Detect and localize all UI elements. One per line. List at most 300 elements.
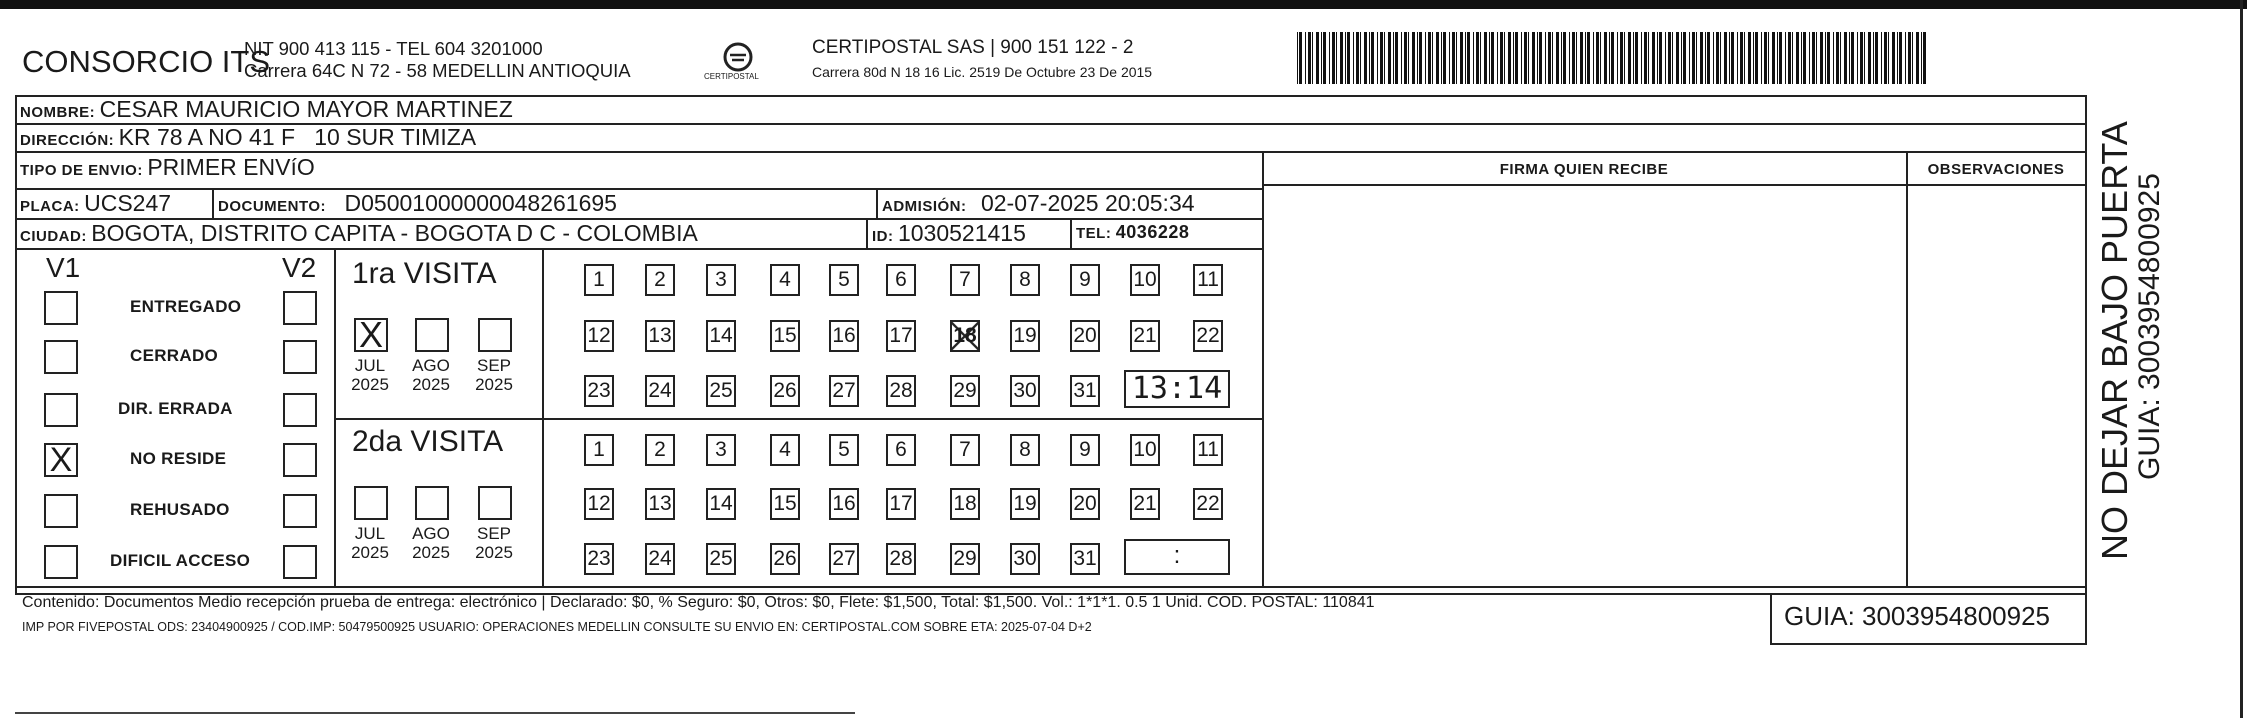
barcode-bar xyxy=(1665,32,1666,84)
barcode-bar xyxy=(1905,32,1906,84)
top-border xyxy=(0,0,2247,9)
barcode-bar xyxy=(1796,32,1799,84)
barcode-bar xyxy=(1513,32,1514,84)
barcode-bar xyxy=(1356,32,1359,84)
first-visit-day[interactable]: 31 xyxy=(1070,375,1100,407)
status-option-label: CERRADO xyxy=(130,346,219,365)
first-visit-day[interactable]: 7 xyxy=(950,264,980,296)
second-visit-day[interactable]: 28 xyxy=(886,543,916,575)
first-visit-month-checkbox[interactable] xyxy=(415,318,449,352)
month-name: AGO xyxy=(412,356,450,375)
barcode-bar xyxy=(1380,32,1383,84)
signature-header: FIRMA QUIEN RECIBE xyxy=(1499,161,1669,178)
barcode-bar xyxy=(1700,32,1703,84)
barcode-bar xyxy=(1417,32,1418,84)
first-visit-day[interactable]: 11 xyxy=(1193,264,1223,296)
second-visit-day[interactable]: 15 xyxy=(770,488,800,520)
barcode-bar xyxy=(1892,32,1895,84)
barcode-bar xyxy=(1576,32,1577,84)
city-value: BOGOTA, DISTRITO CAPITA - BOGOTA D C - COLOMBIA xyxy=(91,220,698,246)
second-visit-day[interactable]: 4 xyxy=(770,434,800,466)
barcode-bar xyxy=(1347,32,1350,84)
first-visit-day[interactable]: 5 xyxy=(829,264,859,296)
barcode-bar xyxy=(1620,32,1623,84)
first-visit-day[interactable]: 15 xyxy=(770,320,800,352)
barcode-bar xyxy=(1705,32,1706,84)
barcode-bar xyxy=(1777,32,1778,84)
barcode-bar xyxy=(1873,32,1874,84)
first-visit-day[interactable]: 1 xyxy=(584,264,614,296)
footer-guia: GUIA: 3003954800925 xyxy=(1784,601,2050,631)
plate-value: UCS247 xyxy=(84,190,172,216)
barcode-bar xyxy=(1864,32,1865,84)
first-visit-month-label xyxy=(409,356,453,394)
second-visit-day[interactable]: 22 xyxy=(1193,488,1223,520)
barcode-bar xyxy=(1628,32,1631,84)
barcode-bar xyxy=(1545,32,1546,84)
company-info xyxy=(244,38,631,82)
barcode-bar xyxy=(1648,32,1649,84)
second-visit-month-checkbox[interactable] xyxy=(478,486,512,520)
barcode-bar xyxy=(1561,32,1562,84)
barcode-bar xyxy=(1720,32,1721,84)
name-row xyxy=(20,96,513,123)
barcode-bar xyxy=(1676,32,1679,84)
first-visit-day[interactable]: 24 xyxy=(645,375,675,407)
first-visit-day[interactable]: 18 xyxy=(950,320,980,352)
barcode-bar xyxy=(1812,32,1815,84)
barcode-bar xyxy=(1441,32,1442,84)
barcode-bar xyxy=(1305,32,1306,84)
second-visit-day[interactable]: 7 xyxy=(950,434,980,466)
v2-checkbox-5[interactable] xyxy=(283,545,317,579)
barcode-bar xyxy=(1748,32,1751,84)
first-visit-day[interactable]: 12 xyxy=(584,320,614,352)
barcode-bar xyxy=(1897,32,1898,84)
barcode-bar xyxy=(1689,32,1690,84)
barcode-bar xyxy=(1569,32,1570,84)
barcode-bar xyxy=(1393,32,1394,84)
first-visit-day[interactable]: 16 xyxy=(829,320,859,352)
barcode-bar xyxy=(1353,32,1354,84)
first-visit-day[interactable]: 19 xyxy=(1010,320,1040,352)
second-visit-day[interactable]: 23 xyxy=(584,543,614,575)
barcode-bar xyxy=(1556,32,1559,84)
month-year: 2025 xyxy=(412,375,450,394)
second-visit-day[interactable]: 24 xyxy=(645,543,675,575)
barcode-bar xyxy=(1609,32,1610,84)
second-visit-day[interactable]: 29 xyxy=(950,543,980,575)
company-address: Carrera 64C N 72 - 58 MEDELLIN ANTIOQUIA xyxy=(244,60,631,81)
barcode-bar xyxy=(1875,32,1878,84)
second-visit-day[interactable]: 26 xyxy=(770,543,800,575)
second-visit-day[interactable]: 11 xyxy=(1193,434,1223,466)
barcode-bar xyxy=(1659,32,1662,84)
v2-checkbox-4[interactable] xyxy=(283,494,317,528)
barcode-bar xyxy=(1633,32,1634,84)
barcode-bar xyxy=(1572,32,1575,84)
first-visit-day[interactable]: 8 xyxy=(1010,264,1040,296)
recipient-name: CESAR MAURICIO MAYOR MARTINEZ xyxy=(99,96,513,122)
barcode-bar xyxy=(1316,32,1319,84)
barcode-bar xyxy=(1299,32,1302,84)
barcode-bar xyxy=(1449,32,1450,84)
barcode-bar xyxy=(1635,32,1638,84)
v1-checkbox-0[interactable] xyxy=(44,291,78,325)
first-visit-day[interactable]: 4 xyxy=(770,264,800,296)
barcode-bar xyxy=(1587,32,1590,84)
barcode-bar xyxy=(1491,32,1494,84)
barcode-bar xyxy=(1912,32,1913,84)
barcode-bar xyxy=(1657,32,1658,84)
barcode-bar xyxy=(1761,32,1762,84)
barcode-bar xyxy=(1404,32,1407,84)
barcode-bar xyxy=(1504,32,1505,84)
barcode-bar xyxy=(1515,32,1518,84)
barcode-bar xyxy=(1323,32,1326,84)
first-visit-day[interactable]: 27 xyxy=(829,375,859,407)
barcode-bar xyxy=(1788,32,1791,84)
barcode-bar xyxy=(1401,32,1402,84)
barcode-bar xyxy=(1419,32,1422,84)
barcode-bar xyxy=(1371,32,1374,84)
second-visit-month-label xyxy=(348,524,392,562)
barcode-bar xyxy=(1465,32,1466,84)
second-visit-day[interactable]: 17 xyxy=(886,488,916,520)
barcode-bar xyxy=(1716,32,1719,84)
type-label: TIPO DE ENVIO: xyxy=(20,162,143,179)
barcode-bar xyxy=(1436,32,1439,84)
barcode-bar xyxy=(1473,32,1474,84)
tel-value: 4036228 xyxy=(1115,222,1190,242)
city-field xyxy=(20,220,698,247)
first-visit-day[interactable]: 29 xyxy=(950,375,980,407)
second-visit-day[interactable]: 20 xyxy=(1070,488,1100,520)
month-name: SEP xyxy=(476,356,512,375)
barcode-bar xyxy=(1884,32,1887,84)
barcode-bar xyxy=(1611,32,1614,84)
first-visit-day[interactable]: 2 xyxy=(645,264,675,296)
barcode-bar xyxy=(1489,32,1490,84)
document-value: D05001000000048261695 xyxy=(344,190,617,216)
barcode-bar xyxy=(1395,32,1398,84)
barcode-bar xyxy=(1340,32,1343,84)
barcode-bar xyxy=(1484,32,1487,84)
first-visit-day[interactable]: 26 xyxy=(770,375,800,407)
barcode-bar xyxy=(1521,32,1522,84)
month-name: JUL xyxy=(354,524,386,543)
certipostal-logo-icon xyxy=(710,35,766,91)
barcode-bar xyxy=(1779,32,1782,84)
second-visit-day[interactable]: 16 xyxy=(829,488,859,520)
second-visit-day[interactable]: 19 xyxy=(1010,488,1040,520)
second-visit-day[interactable]: 25 xyxy=(706,543,736,575)
barcode-bar xyxy=(1585,32,1586,84)
type-row xyxy=(20,154,315,181)
bottom-rule xyxy=(15,712,855,714)
barcode-bar xyxy=(1921,32,1922,84)
barcode-bar xyxy=(1840,32,1841,84)
barcode-bar xyxy=(1672,32,1673,84)
v1-checkbox-5[interactable] xyxy=(44,545,78,579)
first-visit-month-label xyxy=(472,356,516,394)
barcode-bar xyxy=(1476,32,1479,84)
document-label: DOCUMENTO: xyxy=(218,198,327,215)
city-label: CIUDAD: xyxy=(20,228,87,245)
barcode-bar xyxy=(1768,32,1769,84)
first-visit-day[interactable]: 20 xyxy=(1070,320,1100,352)
address-label: DIRECCIÓN: xyxy=(20,132,115,149)
barcode-bar xyxy=(1692,32,1695,84)
month-year: 2025 xyxy=(475,543,513,562)
first-visit-day[interactable]: 30 xyxy=(1010,375,1040,407)
observations-header: OBSERVACIONES xyxy=(1927,161,2065,178)
second-visit-day[interactable]: 10 xyxy=(1130,434,1160,466)
barcode-bar xyxy=(1729,32,1730,84)
v2-checkbox-1[interactable] xyxy=(283,340,317,374)
address-row xyxy=(20,124,476,151)
barcode-bar xyxy=(1809,32,1810,84)
barcode-bar xyxy=(1388,32,1391,84)
tel-field xyxy=(1076,222,1189,243)
barcode-bar xyxy=(1452,32,1455,84)
barcode-bar xyxy=(1500,32,1503,84)
barcode-bar xyxy=(1744,32,1745,84)
second-visit-day[interactable]: 1 xyxy=(584,434,614,466)
barcode-bar xyxy=(1377,32,1378,84)
second-visit-month-label xyxy=(409,524,453,562)
barcode-bar xyxy=(1532,32,1535,84)
second-visit-day[interactable]: 5 xyxy=(829,434,859,466)
second-visit-day[interactable]: 27 xyxy=(829,543,859,575)
barcode-bar xyxy=(1833,32,1834,84)
barcode-bar xyxy=(1369,32,1370,84)
barcode-bar xyxy=(1552,32,1553,84)
barcode-bar xyxy=(1456,32,1457,84)
first-visit-day[interactable]: 25 xyxy=(706,375,736,407)
barcode-bar xyxy=(1764,32,1767,84)
barcode-bar xyxy=(1312,32,1313,84)
status-option-label: NO RESIDE xyxy=(130,449,227,468)
barcode-bar xyxy=(1681,32,1682,84)
barcode-bar xyxy=(1888,32,1889,84)
id-label: ID: xyxy=(872,228,894,245)
v1-checkbox-2[interactable] xyxy=(44,393,78,427)
barcode-bar xyxy=(1364,32,1367,84)
barcode-bar xyxy=(1713,32,1714,84)
barcode-bar xyxy=(1360,32,1361,84)
first-visit-day[interactable]: 3 xyxy=(706,264,736,296)
barcode-bar xyxy=(1408,32,1409,84)
barcode-bar xyxy=(1497,32,1498,84)
second-visit-day[interactable]: 30 xyxy=(1010,543,1040,575)
document-field xyxy=(218,190,617,217)
first-visit-month-checkbox[interactable]: X xyxy=(354,318,388,352)
barcode-bar xyxy=(1593,32,1594,84)
shipment-type: PRIMER ENVíO xyxy=(147,154,315,180)
month-name: JUL xyxy=(354,356,386,375)
barcode-bar xyxy=(1432,32,1433,84)
barcode-bar xyxy=(1827,32,1830,84)
barcode-bar xyxy=(1332,32,1335,84)
barcode-bar xyxy=(1563,32,1566,84)
month-name: AGO xyxy=(412,524,450,543)
barcode-bar xyxy=(1336,32,1337,84)
barcode-bar xyxy=(1596,32,1599,84)
v2-checkbox-3[interactable] xyxy=(283,443,317,477)
certipostal-nit: CERTIPOSTAL SAS | 900 151 122 - 2 xyxy=(812,37,1134,58)
v1-header: V1 xyxy=(46,252,81,283)
barcode-bar xyxy=(1740,32,1743,84)
v1-checkbox-3[interactable]: X xyxy=(44,443,78,477)
barcode-bar xyxy=(1617,32,1618,84)
barcode-bar xyxy=(1785,32,1786,84)
second-visit-day[interactable]: 31 xyxy=(1070,543,1100,575)
company-name: CONSORCIO ITS xyxy=(22,44,271,79)
barcode-bar xyxy=(1860,32,1863,84)
v1-checkbox-4[interactable] xyxy=(44,494,78,528)
month-year: 2025 xyxy=(351,375,389,394)
first-visit-day[interactable]: 28 xyxy=(886,375,916,407)
first-visit-time[interactable]: 13:14 xyxy=(1124,370,1230,408)
barcode-bar xyxy=(1849,32,1850,84)
side-warning-text: NO DEJAR BAJO PUERTA xyxy=(2094,121,2135,560)
second-visit-month-checkbox[interactable] xyxy=(415,486,449,520)
barcode-bar xyxy=(1652,32,1655,84)
barcode-bar xyxy=(1803,32,1806,84)
v1-checkbox-1[interactable] xyxy=(44,340,78,374)
barcode-bar xyxy=(1624,32,1625,84)
barcode-bar xyxy=(1836,32,1839,84)
second-visit-day[interactable]: 18 xyxy=(950,488,980,520)
first-visit-day[interactable]: 22 xyxy=(1193,320,1223,352)
status-option-label: REHUSADO xyxy=(130,500,230,519)
footer-print-info: IMP POR FIVEPOSTAL ODS: 23404900925 / COD.IMP: 50479500925 USUARIO: OPERACIONES MEDELLIN CONSULTE SU ENVIO EN: CERTIPOSTAL.COM SOBRE ETA: 2025-07-04 D+2 xyxy=(22,620,1092,634)
barcode-bar xyxy=(1425,32,1426,84)
first-visit-day[interactable]: 13 xyxy=(645,320,675,352)
barcode-bar xyxy=(1724,32,1727,84)
second-visit-day[interactable]: 9 xyxy=(1070,434,1100,466)
barcode-bar xyxy=(1668,32,1671,84)
second-visit-title: 2da VISITA xyxy=(352,425,504,458)
recipient-address: KR 78 A NO 41 F 10 SUR TIMIZA xyxy=(118,124,477,150)
second-visit-month-label xyxy=(472,524,516,562)
first-visit-day[interactable]: 10 xyxy=(1130,264,1160,296)
barcode-bar xyxy=(1908,32,1911,84)
month-year: 2025 xyxy=(475,375,513,394)
v2-checkbox-2[interactable] xyxy=(283,393,317,427)
barcode-bar xyxy=(1825,32,1826,84)
barcode-bar xyxy=(1297,32,1298,84)
tel-label: TEL: xyxy=(1076,225,1112,242)
barcode-bar xyxy=(1816,32,1817,84)
barcode-bar xyxy=(1580,32,1583,84)
footer-contents: Contenido: Documentos Medio recepción prueba de entrega: electrónico | Declarado: $0, % Seguro: $0, Otros: $0, Flete: $1,500, Total: $1,500. Vol.: 1*1*1. 0.5 1 Unid. COD. POSTAL: 110841 xyxy=(22,594,1375,611)
name-label: NOMBRE: xyxy=(20,104,96,121)
plate-field xyxy=(20,190,171,217)
second-visit-day[interactable]: 3 xyxy=(706,434,736,466)
id-field xyxy=(872,220,1026,247)
certipostal-info xyxy=(812,36,1152,84)
barcode-bar xyxy=(1345,32,1346,84)
barcode-bar xyxy=(1820,32,1823,84)
admission-field xyxy=(882,190,1195,217)
second-visit-month-checkbox[interactable] xyxy=(354,486,388,520)
plate-label: PLACA: xyxy=(20,198,80,215)
barcode-bar xyxy=(1460,32,1463,84)
barcode-bar xyxy=(1428,32,1431,84)
side-warning xyxy=(2094,121,2136,560)
barcode-bar xyxy=(1548,32,1551,84)
company-nit: NIT 900 413 115 - TEL 604 3201000 xyxy=(244,38,543,59)
barcode-bar xyxy=(1857,32,1858,84)
side-guia xyxy=(2133,173,2167,480)
barcode-bar xyxy=(1844,32,1847,84)
barcode-bar xyxy=(1916,32,1919,84)
barcode-bar xyxy=(1683,32,1686,84)
barcode-bar xyxy=(1524,32,1527,84)
barcode-bar xyxy=(1508,32,1511,84)
barcode-bar xyxy=(1737,32,1738,84)
first-visit-day[interactable]: 14 xyxy=(706,320,736,352)
second-visit-day[interactable]: 14 xyxy=(706,488,736,520)
second-visit-day[interactable]: 2 xyxy=(645,434,675,466)
first-visit-month-checkbox[interactable] xyxy=(478,318,512,352)
logo-text: CERTIPOSTAL xyxy=(704,72,759,81)
first-visit-month-label xyxy=(348,356,392,394)
barcode-bar xyxy=(1772,32,1775,84)
second-visit-day[interactable]: 12 xyxy=(584,488,614,520)
barcode-bar xyxy=(1443,32,1446,84)
v2-header: V2 xyxy=(282,252,317,283)
barcode-bar xyxy=(1801,32,1802,84)
barcode-bar xyxy=(1641,32,1642,84)
admission-label: ADMISIÓN: xyxy=(882,198,967,215)
first-visit-day[interactable]: 6 xyxy=(886,264,916,296)
barcode-bar xyxy=(1644,32,1647,84)
first-visit-day[interactable]: 17 xyxy=(886,320,916,352)
barcode-bar xyxy=(1868,32,1871,84)
barcode-bar xyxy=(1755,32,1758,84)
first-visit-day[interactable]: 23 xyxy=(584,375,614,407)
second-visit-day[interactable]: 21 xyxy=(1130,488,1160,520)
first-visit-day[interactable]: 9 xyxy=(1070,264,1100,296)
barcode-bar xyxy=(1467,32,1470,84)
barcode-bar xyxy=(1329,32,1330,84)
barcode-bar xyxy=(1899,32,1902,84)
barcode-bar xyxy=(1604,32,1607,84)
barcode-bar xyxy=(1600,32,1601,84)
month-year: 2025 xyxy=(351,543,389,562)
second-visit-day[interactable]: 6 xyxy=(886,434,916,466)
barcode-bar xyxy=(1881,32,1882,84)
barcode xyxy=(1297,32,1933,84)
month-name: SEP xyxy=(476,524,512,543)
first-visit-day[interactable]: 21 xyxy=(1130,320,1160,352)
status-option-label: DIR. ERRADA xyxy=(118,399,233,418)
admission-value: 02-07-2025 20:05:34 xyxy=(980,190,1195,216)
barcode-bar xyxy=(1923,32,1926,84)
barcode-bar xyxy=(1753,32,1754,84)
barcode-bar xyxy=(1851,32,1854,84)
second-visit-day[interactable]: 8 xyxy=(1010,434,1040,466)
v2-checkbox-0[interactable] xyxy=(283,291,317,325)
barcode-bar xyxy=(1539,32,1542,84)
second-visit-day[interactable]: 13 xyxy=(645,488,675,520)
barcode-bar xyxy=(1384,32,1385,84)
status-option-label: ENTREGADO xyxy=(130,297,242,316)
second-visit-time[interactable]: : xyxy=(1124,539,1230,575)
